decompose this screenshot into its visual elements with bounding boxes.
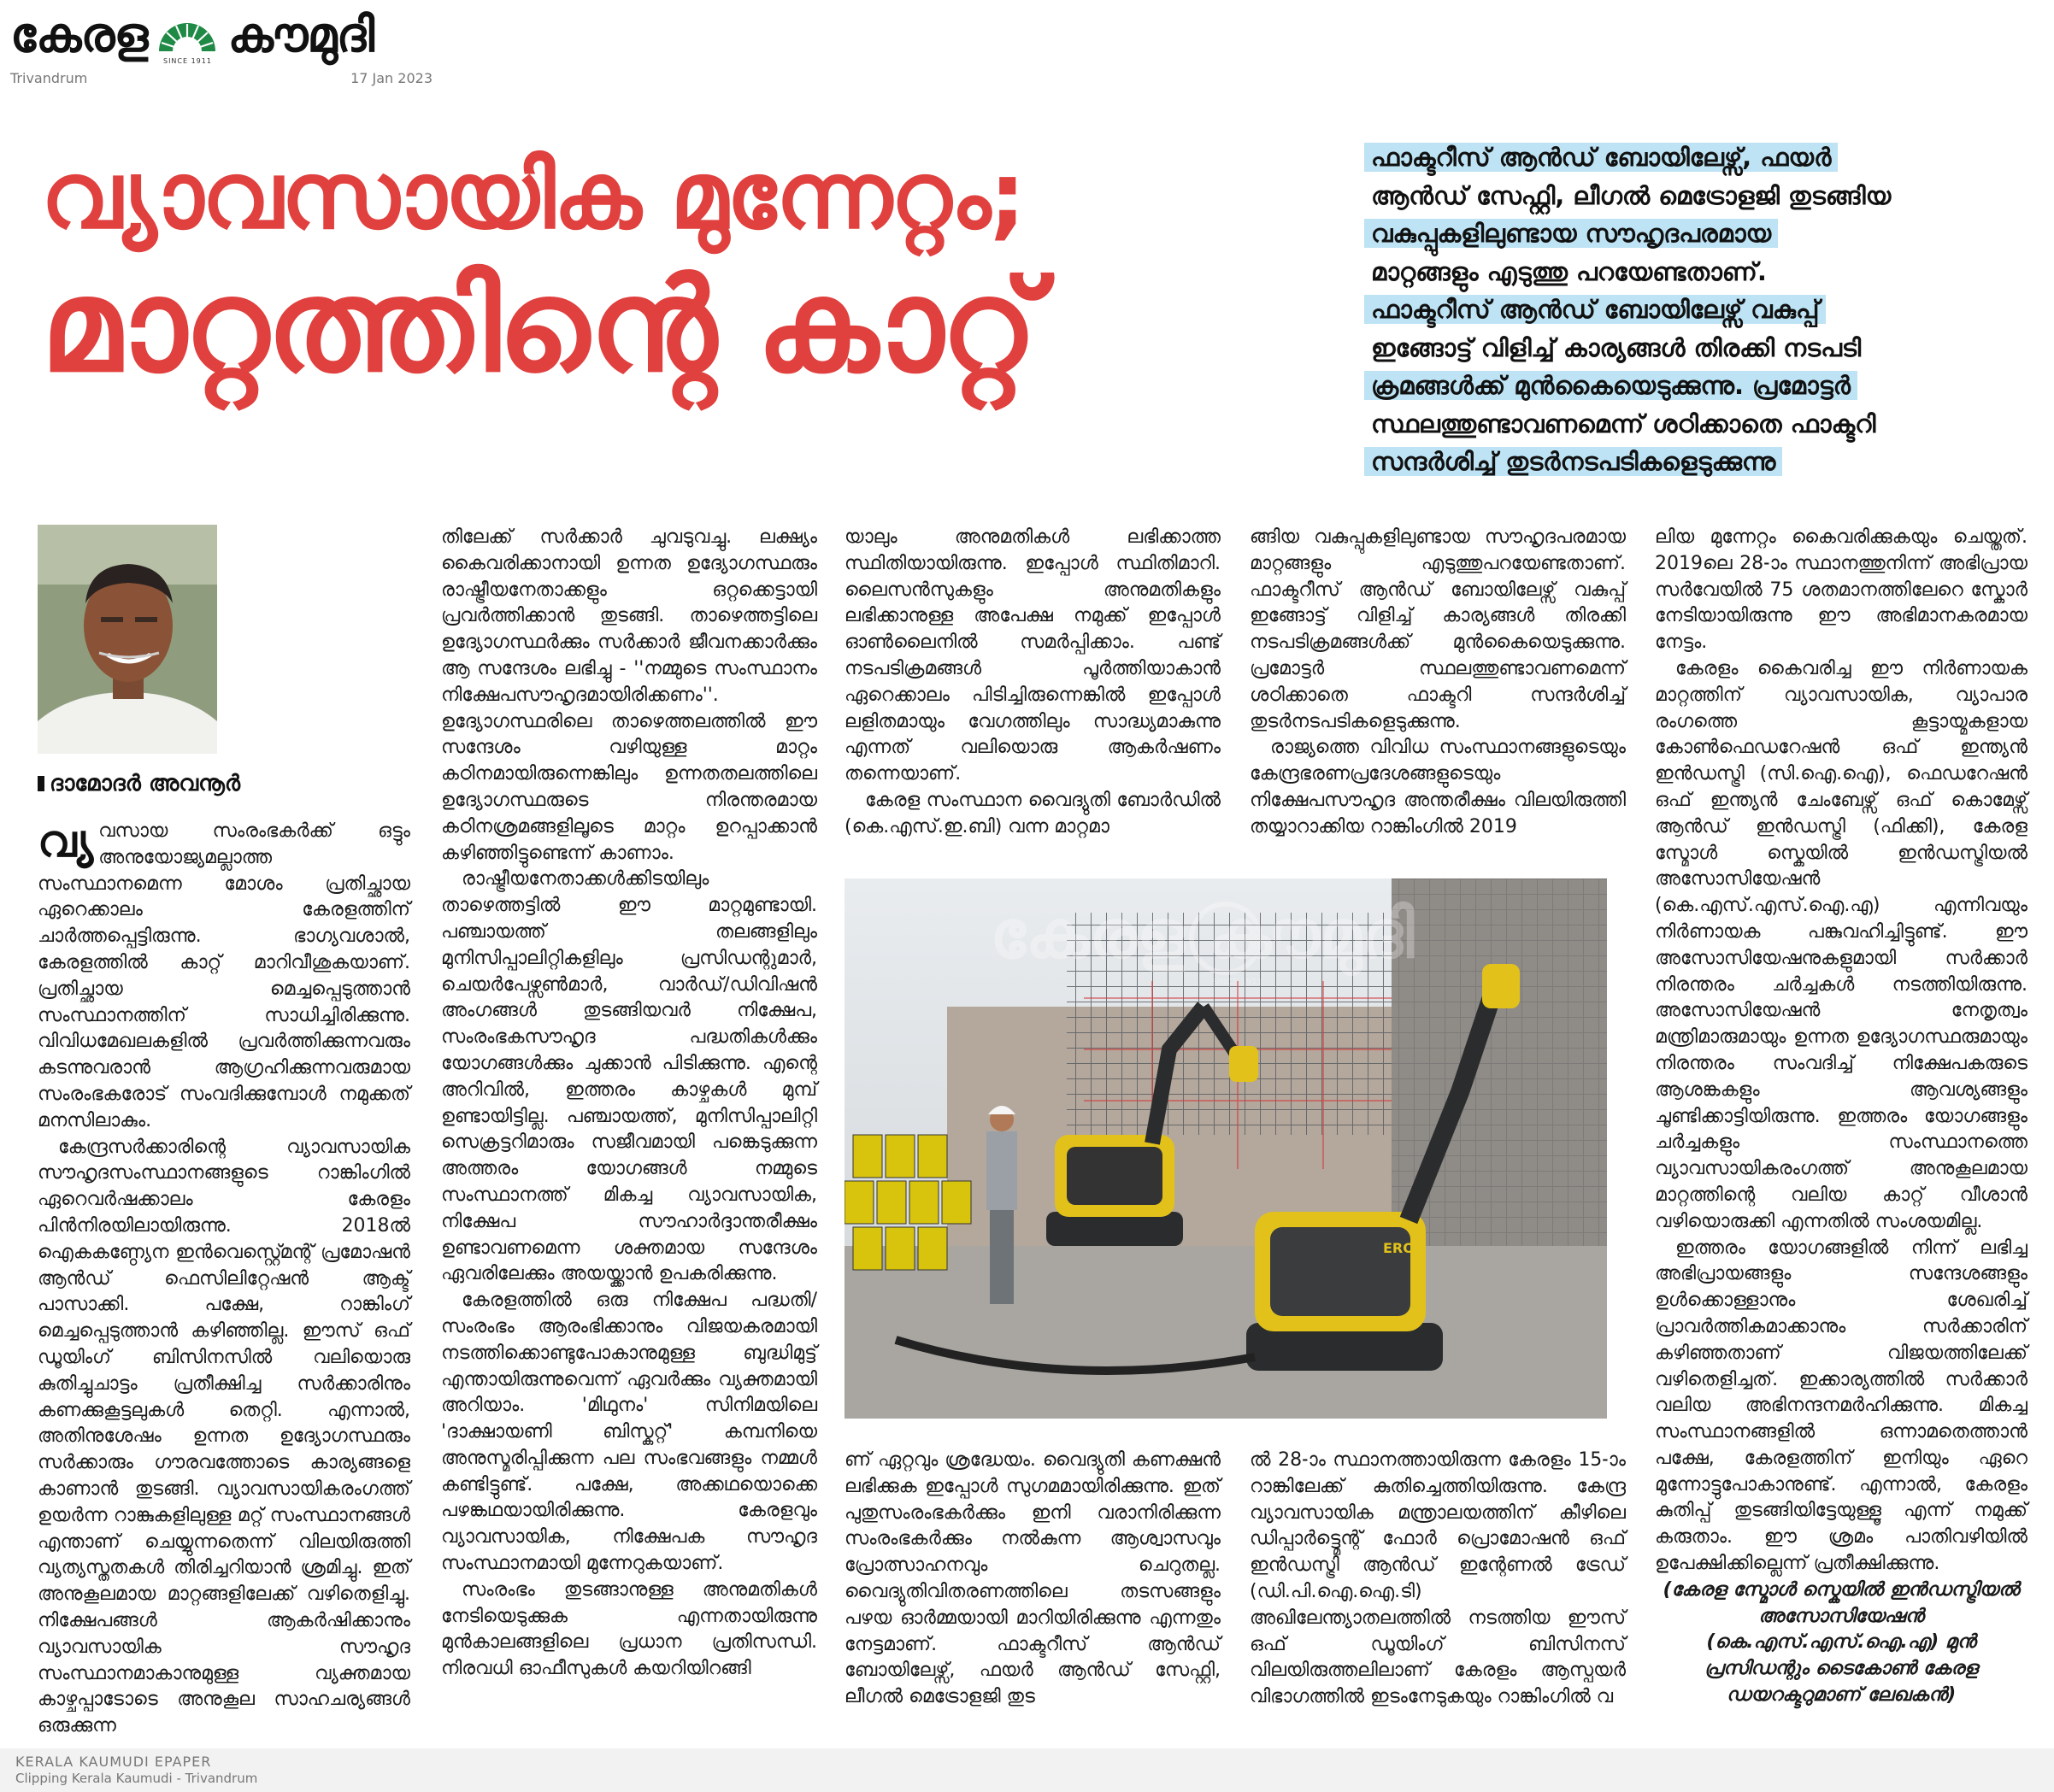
paragraph: കേന്ദ്രസർക്കാരിന്റെ വ്യാവസായിക സൗഹൃദസംസ്ഥാനങ്ങളുടെ റാങ്കിംഗിൽ ഏറെവർഷക്കാലം കേരളം പിൻനിരയിലായിരുന്നു. 2018ൽ ഐകകണ്ഠ്യേന ഇൻവെസ്റ്റ്മെന്റ് പ്രമോഷൻ ആൻഡ് ഫെസിലിറ്റേഷൻ ആക്ട് പാസാക്കി. പക്ഷേ, റാങ്കിംഗ് മെച്ചപ്പെടുത്താൻ കഴിഞ്ഞില്ല. ഈസ് ഒഫ് ഡൂയിംഗ് ബിസിനസിൽ വലിയൊരു കുതിച്ചുചാട്ടം പ്രതീക്ഷിച്ച സർക്കാരിനും കണക്കുകൂട്ടലുകൾ തെറ്റി. എന്നാൽ, അതിനുശേഷം ഉന്നത ഉദ്യോഗസ്ഥരും സർക്കാരും ഗൗരവത്തോടെ കാര്യങ്ങളെ കാണാൻ തുടങ്ങി. വ്യാവസായികരംഗത്ത് ഉയർന്ന റാങ്കുകളിലുള്ള മറ്റ് സംസ്ഥാനങ്ങൾ എന്താണ് ചെയ്യുന്നതെന്ന് വിലയിരുത്തി വ്യത്യസ്തതകൾ തിരിച്ചറിയാൻ ശ്രമിച്ചു. ഇത് അനുകൂലമായ മാറ്റങ്ങളിലേക്ക് വഴിതെളിച്ചു. നിക്ഷേപങ്ങൾ ആകർഷിക്കാനും വ്യാവസായിക സൗഹൃദ സംസ്ഥാനമാകാനുമുള്ള വ്യക്തമായ കാഴ്ചപ്പാടോടെ അനുകൂല സാഹചര്യങ്ങൾ ഒരുക്കുന്ന: [38, 1136, 410, 1737]
article-column-4-top: [1250, 525, 1626, 841]
byline: [38, 771, 240, 797]
logo[interactable]: [10, 5, 455, 63]
paragraph: രാഷ്ട്രീയനേതാക്കൾക്കിടയിലും താഴെത്തട്ടിൽ ഈ മാറ്റമുണ്ടായി. പഞ്ചായത്ത് തലങ്ങളിലും മുനിസിപ്പാലിറ്റികളിലും പ്രസിഡന്റുമാർ, ചെയർപേഴ്സൺമാർ, വാർഡ്/ഡിവിഷൻ അംഗങ്ങൾ തുടങ്ങിയവർ നിക്ഷേപ, സംരംഭകസൗഹൃദ പദ്ധതികൾക്കും യോഗങ്ങൾക്കും ചുക്കാൻ പിടിക്കുന്നു. എന്റെ അറിവിൽ, ഇത്തരം കാഴ്ചകൾ മുമ്പ് ഉണ്ടായിട്ടില്ല. പഞ്ചായത്ത്, മുനിസിപ്പാലിറ്റി സെക്രട്ടറിമാരും സജീവമായി പങ്കെടുക്കുന്ന അത്തരം യോഗങ്ങൾ നമ്മുടെ സംസ്ഥാനത്ത് മികച്ച വ്യാവസായിക, നിക്ഷേപ സൗഹാർദ്ദാന്തരീക്ഷം ഉണ്ടാവണമെന്ന ശക്തമായ സന്ദേശം ഏവരിലേക്കും അയയ്ക്കാൻ ഉപകരിക്കുന്നു.: [441, 868, 817, 1285]
article-column-3-bottom: [845, 1448, 1221, 1711]
pull-quote-line: മാറ്റങ്ങളും എടുത്തു പറയേണ്ടതാണ്.: [1371, 256, 1767, 286]
paragraph: ഇത്തരം യോഗങ്ങളിൽ നിന്ന് ലഭിച്ച അഭിപ്രായങ്ങളും സന്ദേശങ്ങളും ഉൾക്കൊള്ളാനും ശേഖരിച്ച് പ്രാവർത്തികമാക്കാനും സർക്കാരിന് കഴിഞ്ഞതാണ് വിജയത്തിലേക്ക് വഴിതെളിച്ചത്. ഇക്കാര്യത്തിൽ സർക്കാർ വലിയ അഭിനന്ദനമർഹിക്കുന്നു. മികച്ച സംസ്ഥാനങ്ങളിൽ ഒന്നാമതെത്താൻ പക്ഷേ, കേരളത്തിന് ഇനിയും ഏറെ മുന്നോട്ടുപോകാനുണ്ട്. എന്നാൽ, കേരളം കുതിപ്പ് തുടങ്ങിയിട്ടേയുള്ളൂ എന്ന് നമുക്ക് കരുതാം. ഈ ശ്രമം പാതിവഴിയിൽ ഉപേക്ഷിക്കില്ലെന്ന് പ്രതീക്ഷിക്കുന്നു.: [1655, 1237, 2028, 1575]
logo-left-word: കേരള: [10, 8, 148, 63]
byline-name: ദാമോദർ അവനൂർ: [50, 771, 241, 796]
drop-cap: വ്യ: [38, 816, 94, 867]
footer-clipping: Clipping Kerala Kaumudi - Trivandrum: [15, 1771, 258, 1786]
paragraph: കേരള സംസ്ഥാന വൈദ്യുതി ബോർഡിൽ (കെ.എസ്.ഇ.ബി) വന്ന മാറ്റമാ: [845, 789, 1221, 837]
date-label: 17 Jan 2023: [350, 70, 433, 86]
pull-quote-line: സന്ദർശിച്ച് തുടർനടപടികളെടുക്കുന്നു: [1364, 443, 2014, 481]
robot-brand-label: ERO: [1383, 1240, 1415, 1256]
article-column-2: [441, 525, 817, 1683]
logo-emblem-icon: [156, 5, 219, 63]
paragraph: ണ് ഏറ്റവും ശ്രദ്ധേയം. വൈദ്യുതി കണക്ഷൻ ലഭിക്കുക ഇപ്പോൾ സുഗമമായിരിക്കുന്നു. ഇത് പുതുസംരംഭകർക്കും ഇനി വരാനിരിക്കുന്ന സംരംഭകർക്കും നൽകുന്ന ആശ്വാസവും പ്രോത്സാഹനവും ചെറുതല്ല. വൈദ്യുതിവിതരണത്തിലെ തടസങ്ങളും പഴയ ഓർമ്മയായി മാറിയിരിക്കുന്നു എന്നതും നേട്ടമാണ്. ഫാക്ടറീസ് ആൻഡ് ബോയിലേഴ്സ്, ഫയർ ആൻഡ് സേഫ്റ്റി, ലീഗൽ മെട്രോളജി തുട: [845, 1449, 1221, 1708]
paragraph: കേരളത്തിൽ ഒരു നിക്ഷേപ പദ്ധതി/സംരംഭം ആരംഭിക്കാനും വിജയകരമായി നടത്തിക്കൊണ്ടുപോകാനുമുള്ള ബുദ്ധിമുട്ട് എന്തായിരുന്നുവെന്ന് ഏവർക്കും വ്യക്തമായി അറിയാം. 'മിഥുനം' സിനിമയിലെ 'ദാക്ഷായണി ബിസ്കറ്റ്' കമ്പനിയെ അനുസ്മരിപ്പിക്കുന്ന പല സംഭവങ്ങളും നമ്മൾ കണ്ടിട്ടുണ്ട്. പക്ഷേ, അക്കഥയൊക്കെ പഴങ്കഥയായിരിക്കുന്നു. കേരളവും വ്യാവസായിക, നിക്ഷേപക സൗഹൃദ സംസ്ഥാനമായി മുന്നേറുകയാണ്.: [441, 1290, 817, 1575]
author-photo: [38, 525, 217, 754]
paragraph: കേരളം കൈവരിച്ച ഈ നിർണായക മാറ്റത്തിന് വ്യാവസായിക, വ്യാപാര രംഗത്തെ കൂട്ടായ്മകളായ കോൺഫെഡറേഷൻ ഒഫ് ഇന്ത്യൻ ഇൻഡസ്ട്രി (സി.ഐ.ഐ), ഫെഡറേഷൻ ഒഫ് ഇന്ത്യൻ ചേംബേഴ്സ് ഒഫ് കൊമേഴ്സ് ആൻഡ് ഇൻഡസ്ട്രി (ഫിക്കി), കേരള സ്മോൾ സ്കെയിൽ ഇൻഡസ്ട്രിയൽ അസോസിയേഷൻ (കെ.എസ്.എസ്.ഐ.എ) എന്നിവയും നിർണായക പങ്കുവഹിച്ചിട്ടുണ്ട്. ഈ അസോസിയേഷനുകളുമായി സർക്കാർ നിരന്തരം ചർച്ചകൾ നടത്തിയിരുന്നു. അസോസിയേഷൻ നേതൃത്വം മന്ത്രിമാരുമായും ഉന്നത ഉദ്യോഗസ്ഥരുമായും നിരന്തരം സംവദിച്ച് നിക്ഷേപകരുടെ ആശങ്കകളും ആവശ്യങ്ങളും ചൂണ്ടിക്കാട്ടിയിരുന്നു. ഇത്തരം യോഗങ്ങളും ചർച്ചകളും സംസ്ഥാനത്തെ വ്യാവസായികരംഗത്ത് അനുകൂലമായ മാറ്റത്തിന്റെ വലിയ കാറ്റ് വീശാൻ വഴിയൊരുക്കി എന്നതിൽ സംശയമില്ല.: [1655, 657, 2028, 1232]
paragraph: രാജ്യത്തെ വിവിധ സംസ്ഥാനങ്ങളുടെയും കേന്ദ്രഭരണപ്രദേശങ്ങളുടെയും നിക്ഷേപസൗഹൃദ അന്തരീക്ഷം വിലയിരുത്തി തയ്യാറാക്കിയ റാങ്കിംഗിൽ 2019: [1250, 737, 1626, 837]
paragraph: ലിയ മുന്നേറ്റം കൈവരിക്കുകയും ചെയ്തത്. 2019ലെ 28-ാം സ്ഥാനത്തുനിന്ന് അഭിപ്രായ സർവേയിൽ 75 ശതമാനത്തിലേറെ സ്കോർ നേടിയായിരുന്നു ഈ അഭിമാനകരമായ നേട്ടം.: [1655, 526, 2028, 654]
pull-quote: [1364, 138, 2014, 481]
paragraph: ങ്ങിയ വകുപ്പുകളിലുണ്ടായ സൗഹൃദപരമായ മാറ്റങ്ങളും എടുത്തുപറയേണ്ടതാണ്. ഫാക്ടറീസ് ആൻഡ് ബോയിലേഴ്സ് വകുപ്പ് ഇങ്ങോട്ട് വിളിച്ച് കാര്യങ്ങൾ തിരക്കി നടപടിക്രമങ്ങൾക്ക് മുൻകൈയെടുക്കുന്നു. പ്രമോട്ടർ സ്ഥലത്തുണ്ടാവണമെന്ന് ശഠിക്കാതെ ഫാക്ടറി സന്ദർശിച്ച് തുടർനടപടികളെടുക്കുന്നു.: [1250, 526, 1626, 732]
article-column-5: [1655, 525, 2028, 1709]
article-column-4-bottom: [1250, 1448, 1626, 1711]
paragraph: വ്യ വസായ സംരംഭകർക്ക് ഒട്ടും അനുയോജ്യമല്ലാത്ത സംസ്ഥാനമെന്ന മോശം പ്രതിച്ഛായ ഏറെക്കാലം കേരളത്തിന് ചാർത്തപ്പെട്ടിരുന്നു. ഭാഗ്യവശാൽ, കേരളത്തിൽ കാറ്റ് മാറിവീശുകയാണ്. പ്രതിച്ഛായ മെച്ചപ്പെടുത്താൻ സംസ്ഥാനത്തിന് സാധിച്ചിരിക്കുന്നു. വിവിധമേഖലകളിൽ പ്രവർത്തിക്കുന്നവരും കടന്നുവരാൻ ആഗ്രഹിക്കുന്നവരുമായ സംരംഭകരോട് സംവദിക്കുമ്പോൾ നമുക്കത് മനസിലാകും.: [38, 816, 410, 1131]
pull-quote-line: ക്രമങ്ങൾക്ക് മുൻകൈയെടുക്കുന്നു. പ്രമോട്ടർ: [1364, 367, 2014, 405]
paragraph: തിലേക്ക് സർക്കാർ ചുവടുവച്ചു. ലക്ഷ്യം കൈവരിക്കാനായി ഉന്നത ഉദ്യോഗസ്ഥരും രാഷ്ട്രീയനേതാക്കളും ഒറ്റക്കെട്ടായി പ്രവർത്തിക്കാൻ തുടങ്ങി. താഴെത്തട്ടിലെ ഉദ്യോഗസ്ഥർക്കും സർക്കാർ ജീവനക്കാർക്കും ആ സന്ദേശം ലഭിച്ചു - ''നമ്മുടെ സംസ്ഥാനം നിക്ഷേപസൗഹൃദമായിരിക്കണം''. ഉദ്യോഗസ്ഥരിലെ താഴെത്തലത്തിൽ ഈ സന്ദേശം വഴിയുള്ള മാറ്റം കഠിനമായിരുന്നെങ്കിലും ഉന്നതതലത്തിലെ ഉദ്യോഗസ്ഥരുടെ നിരന്തരമായ കഠിനശ്രമങ്ങളിലൂടെ മാറ്റം ഉറപ്പാക്കാൻ കഴിഞ്ഞിട്ടുണ്ടെന്ന് കാണാം.: [441, 526, 817, 864]
headline: [41, 142, 1340, 402]
image-watermark-since: SINCE 1911: [1212, 978, 1262, 987]
article-column-1: [38, 816, 410, 1740]
masthead: [10, 5, 455, 87]
headline-line-2: മാറ്റത്തിന്റെ കാറ്റ്: [41, 252, 1036, 401]
paragraph: ൽ 28-ാം സ്ഥാനത്തായിരുന്ന കേരളം 15-ാം റാങ്കിലേക്ക് കുതിച്ചെത്തിയിരുന്നു. കേന്ദ്ര വ്യാവസായിക മന്ത്രാലയത്തിന് കീഴിലെ ഡിപ്പാർട്ട്മെന്റ് ഫോർ പ്രൊമോഷൻ ഒഫ് ഇൻഡസ്ട്രി ആൻഡ് ഇന്റേണൽ ട്രേഡ് (ഡി.പി.ഐ.ഐ.ടി) അഖിലേന്ത്യാതലത്തിൽ നടത്തിയ ഈസ് ഒഫ് ഡൂയിംഗ് ബിസിനസ് വിലയിരുത്തലിലാണ് കേരളം ആസ്പയർ വിഭാഗത്തിൽ ഇടംനേടുകയും റാങ്കിംഗിൽ വ: [1250, 1449, 1626, 1708]
paragraph: യാലും അനുമതികൾ ലഭിക്കാത്ത സ്ഥിതിയായിരുന്നു. ഇപ്പോൾ സ്ഥിതിമാറി. ലൈസൻസുകളും അനുമതികളും ലഭിക്കാനുള്ള അപേക്ഷ നമുക്ക് ഇപ്പോൾ ഓൺലൈനിൽ സമർപ്പിക്കാം. പണ്ട് നടപടിക്രമങ്ങൾ പൂർത്തിയാകാൻ ഏറെക്കാലം പിടിച്ചിരുന്നെങ്കിൽ ഇപ്പോൾ ലളിതമായും വേഗത്തിലും സാദ്ധ്യമാകുന്നു എന്നത് വലിയൊരു ആകർഷണം തന്നെയാണ്.: [845, 526, 1221, 785]
pull-quote-line: സ്ഥലത്തുണ്ടാവണമെന്ന് ശഠിക്കാതെ ഫാക്ടറി: [1371, 408, 1876, 438]
pull-quote-line: ഇങ്ങോട്ട് വിളിച്ച് കാര്യങ്ങൾ തിരക്കി നടപടി: [1371, 332, 1862, 362]
article-illustration: [845, 878, 1607, 1419]
author-credit: (കേരള സ്മോൾ സ്കെയിൽ ഇൻഡസ്ട്രിയൽ അസോസിയേഷൻ (കെ.എസ്.എസ്.ഐ.എ) മുൻ പ്രസിഡന്റും ടൈകോൺ കേരള ഡയറക്ടറുമാണ് ലേഖകൻ): [1663, 1578, 2020, 1707]
pull-quote-line: വകുപ്പുകളിലുണ്ടായ സൗഹൃദപരമായ: [1364, 214, 2014, 253]
pull-quote-line: ഫാക്ടറീസ് ആൻഡ് ബോയിലേഴ്സ് വകുപ്പ്: [1364, 291, 2014, 329]
article-column-3-top: [845, 525, 1221, 841]
logo-since: SINCE 1911: [162, 57, 212, 65]
edition-label: Trivandrum: [10, 70, 88, 86]
footer-brand: KERALA KAUMUDI EPAPER: [15, 1754, 212, 1770]
pull-quote-line: ആൻഡ് സേഫ്റ്റി, ലീഗൽ മെട്രോളജി തുടങ്ങിയ: [1371, 180, 1892, 210]
headline-line-1: വ്യാവസായിക മുന്നേറ്റം;: [41, 143, 1025, 250]
footer: [0, 1748, 2054, 1792]
image-watermark: കേരള കൗമുദി: [990, 896, 1415, 973]
logo-right-word: കൗമുദി: [227, 8, 374, 63]
pull-quote-line: ഫാക്ടറീസ് ആൻഡ് ബോയിലേഴ്സ്, ഫയർ: [1364, 138, 2014, 177]
masthead-meta: [10, 70, 433, 86]
byline-marker-icon: [38, 776, 44, 791]
paragraph: സംരംഭം തുടങ്ങാനുള്ള അനുമതികൾ നേടിയെടുക്കുക എന്നതായിരുന്നു മുൻകാലങ്ങളിലെ പ്രധാന പ്രതിസന്ധി. നിരവധി ഓഫീസുകൾ കയറിയിറങ്ങി: [441, 1578, 817, 1680]
